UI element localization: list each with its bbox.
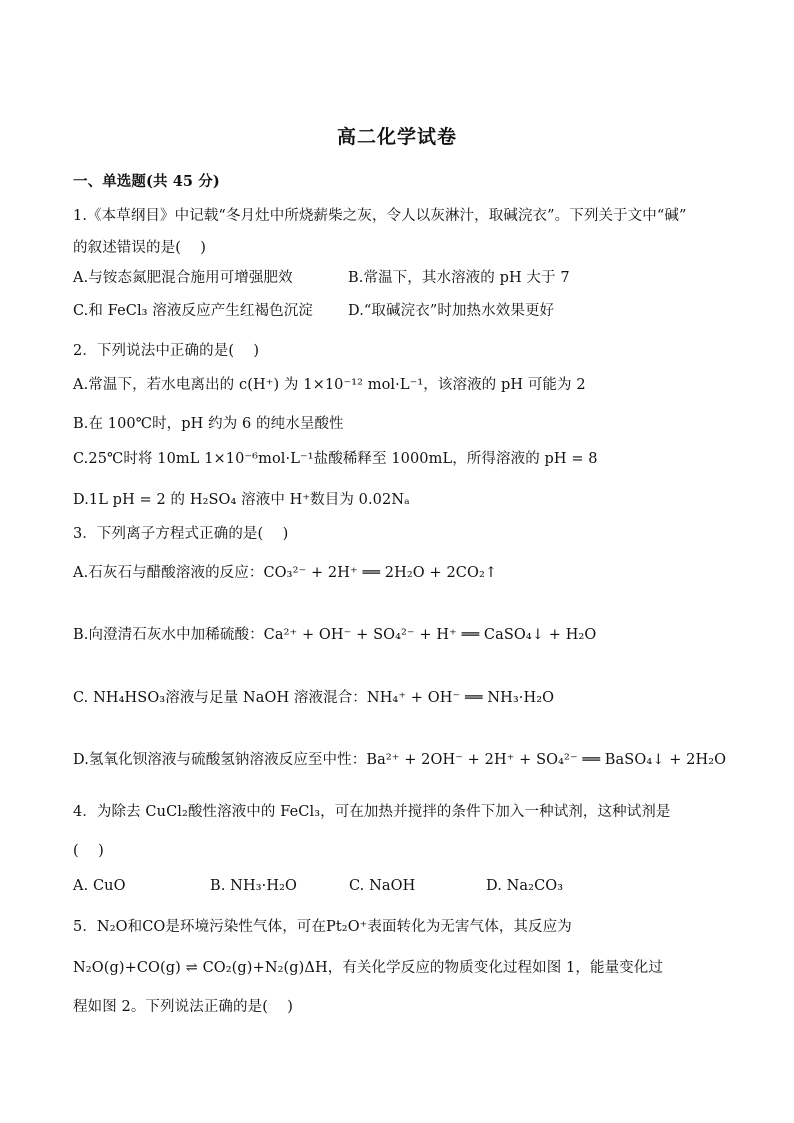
question-1-option-d: D.“取碱浣衣”时加热水效果更好 bbox=[348, 303, 555, 319]
question-3-option-b: B.向澄清石灰水中加稀硫酸：Ca²⁺ + OH⁻ + SO₄²⁻ + H⁺ ══ CaSO₄↓ + H₂O bbox=[73, 627, 597, 643]
question-3-option-d: D.氢氧化钡溶液与硫酸氢钠溶液反应至中性：Ba²⁺ + 2OH⁻ + 2H⁺ + SO₄²⁻ ══ BaSO₄↓ + 2H₂O bbox=[73, 752, 727, 768]
question-4-stem-line-1: 4．为除去 CuCl₂酸性溶液中的 FeCl₃，可在加热并搅拌的条件下加入一种试剂，这种试剂是 bbox=[73, 804, 671, 820]
question-3-option-a: A.石灰石与醋酸溶液的反应：CO₃²⁻ + 2H⁺ ══ 2H₂O + 2CO₂↑ bbox=[73, 565, 498, 581]
question-1-stem-line-1: 1.《本草纲目》中记载“冬月灶中所烧薪柴之灰，令人以灰淋汁，取碱浣衣”。下列关于文中“碱” bbox=[73, 208, 687, 224]
question-1-stem-line-2: 的叙述错误的是( ) bbox=[73, 240, 207, 256]
question-4-option-b: B. NH₃·H₂O bbox=[210, 878, 297, 894]
question-2-option-b: B.在 100℃时，pH 约为 6 的纯水呈酸性 bbox=[73, 416, 344, 432]
question-2-option-c: C.25℃时将 10mL 1×10⁻⁶mol·L⁻¹盐酸稀释至 1000mL，所得溶液的 pH = 8 bbox=[73, 451, 598, 467]
question-3-option-c: C. NH₄HSO₃溶液与足量 NaOH 溶液混合：NH₄⁺ + OH⁻ ══ NH₃·H₂O bbox=[73, 690, 555, 706]
question-4-option-d: D. Na₂CO₃ bbox=[486, 878, 564, 894]
question-2-option-a: A.常温下，若水电离出的 c(H⁺) 为 1×10⁻¹² mol·L⁻¹，该溶液的 pH 可能为 2 bbox=[73, 377, 586, 393]
page-title: 高二化学试卷 bbox=[336, 126, 457, 148]
question-1-option-c: C.和 FeCl₃ 溶液反应产生红褐色沉淀 bbox=[73, 303, 313, 319]
question-5-stem-line-3: 程如图 2。下列说法正确的是( ) bbox=[73, 999, 294, 1015]
question-5-stem-line-2: N₂O(g)+CO(g) ⇌ CO₂(g)+N₂(g)ΔH，有关化学反应的物质变化过程如图 1，能量变化过 bbox=[73, 960, 663, 976]
question-3-stem: 3．下列离子方程式正确的是( ) bbox=[73, 526, 289, 542]
question-2-option-d: D.1L pH = 2 的 H₂SO₄ 溶液中 H⁺数目为 0.02Nₐ bbox=[73, 492, 410, 508]
question-2-stem: 2．下列说法中正确的是( ) bbox=[73, 343, 260, 359]
section-heading: 一、单选题(共 45 分) bbox=[73, 173, 220, 190]
question-5-stem-line-1: 5．N₂O和CO是环境污染性气体，可在Pt₂O⁺表面转化为无害气体，其反应为 bbox=[73, 919, 572, 935]
question-4-stem-line-2: ( ) bbox=[73, 843, 104, 859]
question-1-option-b: B.常温下，其水溶液的 pH 大于 7 bbox=[348, 270, 570, 286]
question-4-option-a: A. CuO bbox=[73, 878, 126, 894]
question-4-option-c: C. NaOH bbox=[349, 878, 416, 894]
question-1-option-a: A.与铵态氮肥混合施用可增强肥效 bbox=[73, 270, 293, 286]
